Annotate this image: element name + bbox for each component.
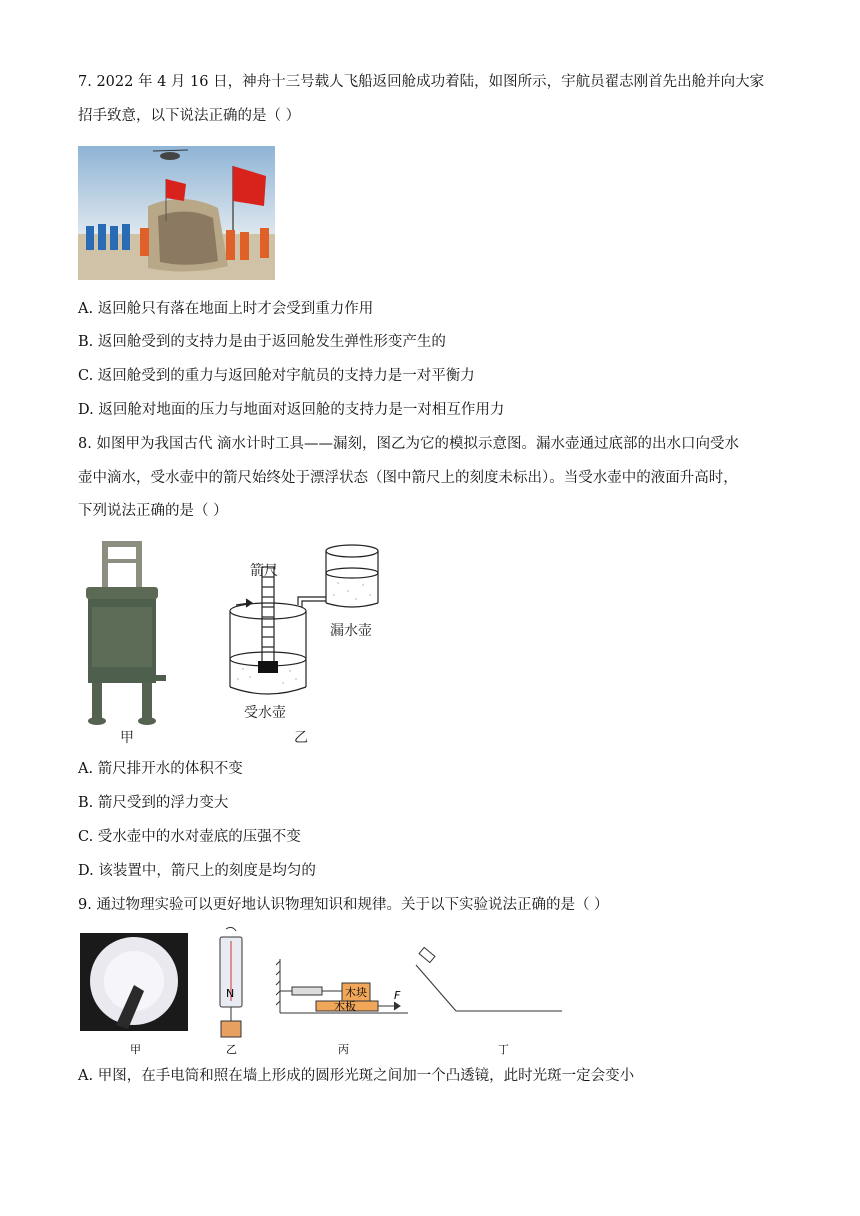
q8-stem-line1: 8. 如图甲为我国古代 滴水计时工具——漏刻，图乙为它的模拟示意图。漏水壶通过底部的出水口向受水 (78, 436, 740, 452)
label-jia: 甲 (120, 730, 134, 746)
q7-stem-line1: 7. 2022 年 4 月 16 日，神舟十三号载人飞船返回舱成功着陆，如图所示，宇航员翟志刚首先出舱并向大家 (78, 74, 765, 90)
q8-option-b: B. 箭尺受到的浮力变大 (78, 795, 229, 811)
label-board: 木板 (334, 1000, 356, 1013)
flashlight-photo (80, 933, 188, 1031)
spring-scale (220, 927, 242, 1037)
label-leak-pot: 漏水壶 (330, 623, 372, 639)
q7-option-c: C. 返回舱受到的重力与返回舱对宇航员的支持力是一对平衡力 (78, 368, 475, 384)
q7-stem-line2: 招手致意，以下说法正确的是（ ） (78, 108, 301, 124)
label-jia: 甲 (130, 1043, 141, 1056)
label-arrow-ruler: 箭尺 (250, 563, 278, 579)
q7-option-b: B. 返回舱受到的支持力是由于返回舱发生弹性形变产生的 (78, 334, 446, 350)
q8-stem-line3: 下列说法正确的是（ ） (78, 503, 228, 519)
q7-capsule-photo (78, 146, 275, 280)
q8-option-d: D. 该装置中，箭尺上的刻度是均匀的 (78, 863, 316, 879)
spring-unit: N (226, 987, 235, 1000)
float-block (258, 661, 278, 673)
label-yi: 乙 (226, 1043, 237, 1056)
q7-option-a: A. 返回舱只有落在地面上时才会受到重力作用 (78, 301, 374, 317)
label-ding: 丁 (498, 1043, 509, 1056)
label-bing: 丙 (338, 1043, 349, 1056)
label-block: 木块 (345, 986, 367, 999)
incline-setup (416, 947, 562, 1011)
q9-option-a: A. 甲图，在手电筒和照在墙上形成的圆形光斑之间加一个凸透镜，此时光斑一定会变小 (78, 1068, 635, 1084)
label-yi: 乙 (294, 730, 308, 746)
label-force: F (394, 989, 401, 1002)
clepsydra-photo (86, 541, 166, 725)
q7-option-d: D. 返回舱对地面的压力与地面对返回舱的支持力是一对相互作用力 (78, 402, 505, 418)
q9-figures (78, 925, 568, 1057)
label-receive-pot: 受水壶 (244, 705, 286, 721)
q8-option-a: A. 箭尺排开水的体积不变 (78, 761, 243, 777)
q8-figure (78, 537, 408, 749)
q9-stem-line1: 9. 通过物理实验可以更好地认识物理知识和规律。关于以下实验说法正确的是（ ） (78, 897, 609, 913)
q8-stem-line2: 壶中滴水，受水壶中的箭尺始终处于漂浮状态（图中箭尺上的刻度未标出）。当受水壶中的液面升高时， (78, 470, 738, 486)
q8-option-c: C. 受水壶中的水对壶底的压强不变 (78, 829, 301, 845)
